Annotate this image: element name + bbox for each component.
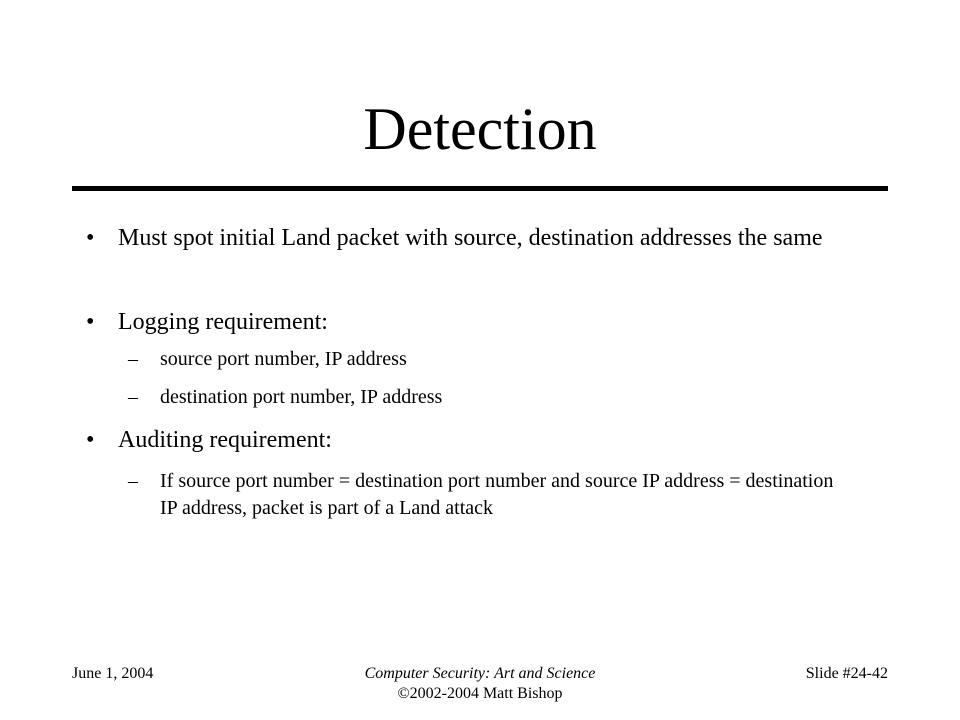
sub-bullet-source-port [128,346,850,373]
bullet-dot: • [86,427,95,453]
sub-bullet-text: source port number, IP address [160,348,407,370]
sub-bullet-dash: – [128,470,138,492]
bullet-text: Auditing requirement: [118,427,332,453]
sub-bullet-dash: – [128,348,138,370]
bullet-land-packet [86,222,838,254]
footer-course [300,664,660,704]
bullet-auditing [86,424,838,456]
sub-bullet-dash: – [128,386,138,408]
bullet-text: Logging requirement: [118,309,328,335]
footer-slide-number: Slide #24-42 [805,665,888,682]
title-divider [72,186,888,191]
bullet-dot: • [86,225,95,251]
sub-bullet-text: destination port number, IP address [160,386,443,408]
bullet-logging [86,306,838,338]
sub-bullet-land-attack-rule [128,468,850,522]
bullet-text: Must spot initial Land packet with source, destination addresses the same [118,225,823,251]
footer-copyright: ©2002-2004 Matt Bishop [397,685,563,702]
footer-course-title: Computer Security: Art and Science [364,665,596,682]
sub-bullet-destination-port [128,384,850,411]
slide-title: Detection [363,96,597,162]
bullet-dot: • [86,309,95,335]
sub-bullet-text: If source port number = destination port number and source IP address = destination IP address, packet is part of a Land attack [160,470,834,519]
footer-date: June 1, 2004 [72,665,154,682]
